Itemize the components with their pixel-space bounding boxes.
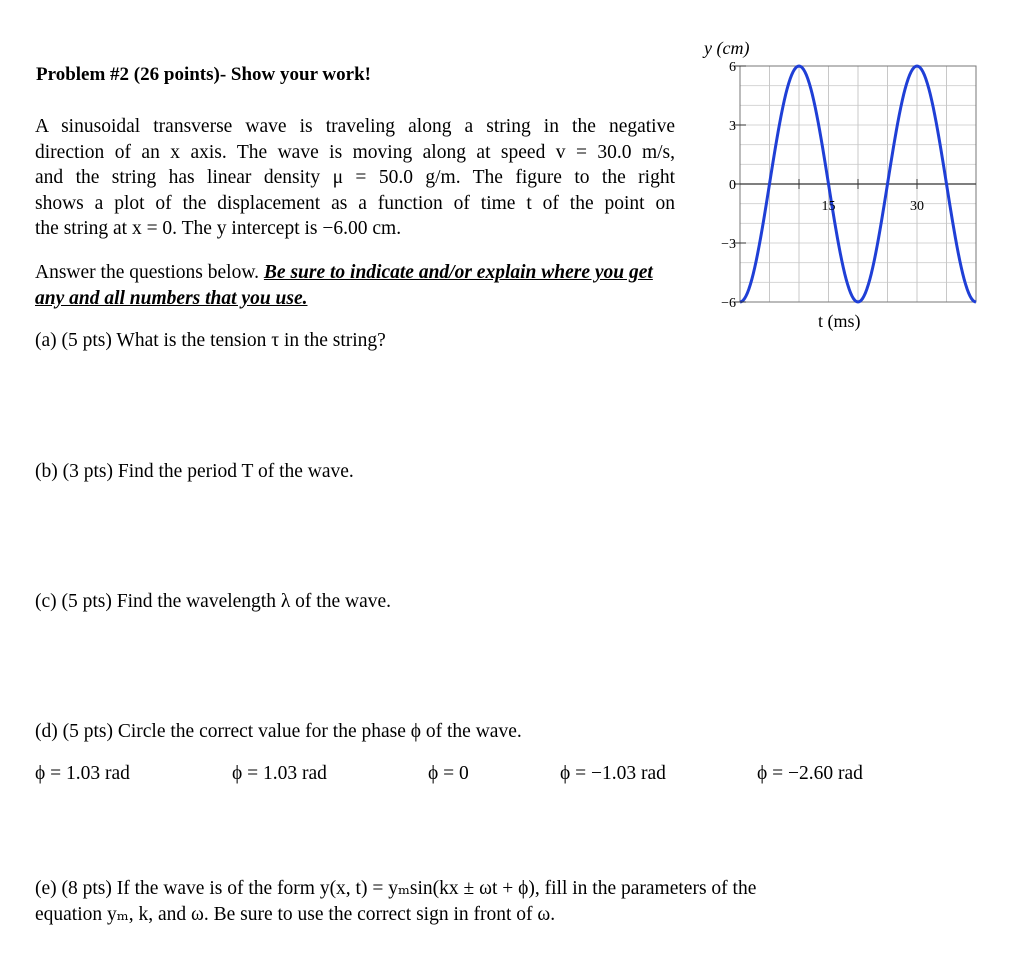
- statement-line: direction of an x axis. The wave is moving along at speed v = 30.0 m/s,: [35, 141, 675, 163]
- y-axis-label: y (cm): [704, 38, 750, 58]
- x-tick-label: 30: [910, 199, 924, 214]
- answer-instructions: [35, 260, 675, 311]
- problem-title: Problem #2 (26 points)- Show your work!: [36, 64, 371, 85]
- statement-line: shows a plot of the displacement as a function of time t of the point on: [35, 192, 675, 214]
- y-tick-label: −6: [721, 296, 736, 311]
- displacement-time-chart: [690, 36, 990, 336]
- statement-line: and the string has linear density μ = 50.0 g/m. The figure to the right: [35, 167, 675, 188]
- question-b: (b) (3 pts) Find the period T of the wave.: [35, 461, 354, 482]
- question-d: (d) (5 pts) Circle the correct value for the phase ϕ of the wave.: [35, 721, 522, 742]
- phase-option[interactable]: ϕ = −1.03 rad: [560, 763, 666, 784]
- phase-option[interactable]: ϕ = 1.03 rad: [35, 763, 130, 784]
- y-tick-label: 0: [729, 178, 736, 193]
- problem-statement: [35, 114, 675, 242]
- x-tick-label: 15: [821, 199, 836, 214]
- y-tick-label: 6: [729, 60, 736, 75]
- statement-line: the string at x = 0. The y intercept is −6.00 cm.: [35, 218, 402, 239]
- instructions-emphasis: Be sure to indicate and/or explain where you get any and all numbers that you use.: [35, 262, 653, 309]
- phase-option[interactable]: ϕ = −2.60 rad: [757, 763, 863, 784]
- instructions-lead: Answer the questions below.: [35, 262, 260, 283]
- y-tick-label: −3: [721, 237, 736, 252]
- question-c: (c) (5 pts) Find the wavelength λ of the wave.: [35, 591, 392, 612]
- y-tick-label: 3: [729, 119, 736, 134]
- statement-line: A sinusoidal transverse wave is traveling along a string in the negative: [35, 116, 675, 137]
- question-e-line1: (e) (8 pts) If the wave is of the form y(x, t) = yₘsin(kx ± ωt + ϕ), fill in the parameters of the: [35, 878, 757, 899]
- question-e-line2: equation yₘ, k, and ω. Be sure to use the correct sign in front of ω.: [35, 904, 556, 925]
- phase-option[interactable]: ϕ = 0: [428, 763, 469, 784]
- question-a: (a) (5 pts) What is the tension τ in the string?: [35, 330, 386, 351]
- x-axis-label: t (ms): [818, 311, 861, 331]
- phase-option[interactable]: ϕ = 1.03 rad: [232, 763, 327, 784]
